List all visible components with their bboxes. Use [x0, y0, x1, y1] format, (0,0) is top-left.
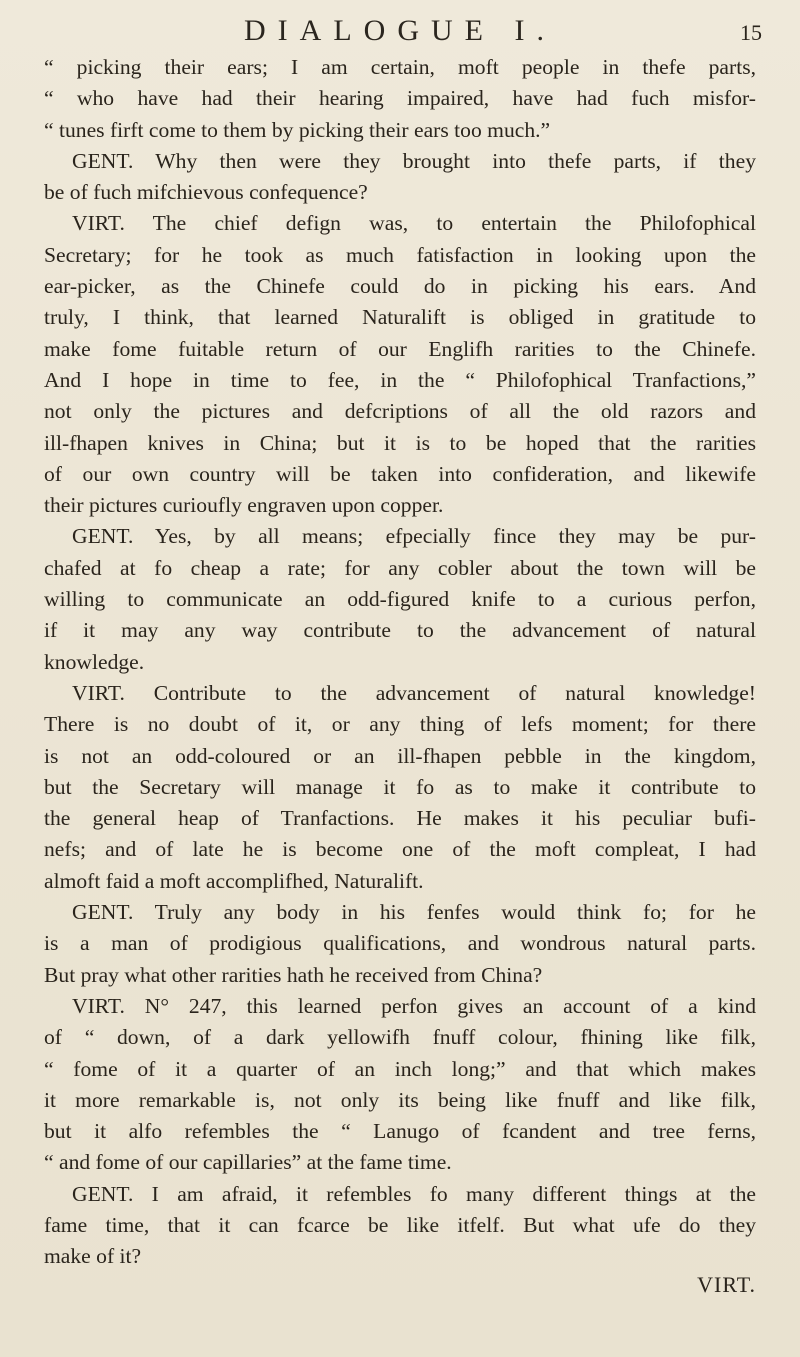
text-line: ear-picker, as the Chinefe could do in picking his ears. And: [44, 274, 756, 299]
text-line: “ tunes firft come to them by picking their ears too much.”: [44, 117, 551, 142]
page-number: 15: [740, 20, 762, 45]
text-line: of “ down, of a dark yellowifh fnuff colour, fhining like filk,: [44, 1025, 756, 1050]
text-line: GENT. Why then were they brought into thefe parts, if they: [72, 148, 756, 173]
text-line: There is no doubt of it, or any thing of lefs moment; for there: [44, 712, 756, 737]
text-line: fame time, that it can fcarce be like itfelf. But what ufe do they: [44, 1212, 756, 1237]
text-line: “ who have had their hearing impaired, have had fuch misfor-: [44, 86, 756, 111]
text-line: willing to communicate an odd-figured knife to a curious perfon,: [44, 587, 756, 612]
text-line: is a man of prodigious qualifications, and wondrous natural parts.: [44, 931, 756, 956]
catchword: VIRT.: [697, 1272, 756, 1297]
text-line: it more remarkable is, not only its being like fnuff and like filk,: [44, 1087, 756, 1112]
text-line: is not an odd-coloured or an ill-fhapen pebble in the kingdom,: [44, 743, 756, 768]
text-line: VIRT. The chief defign was, to entertain the Philofophical: [72, 211, 756, 236]
text-line: And I hope in time to fee, in the “ Philofophical Tranfactions,”: [44, 367, 756, 392]
text-line: ill-fhapen knives in China; but it is to be hoped that the rarities: [44, 430, 756, 455]
text-line: VIRT. N° 247, this learned perfon gives an account of a kind: [72, 993, 756, 1018]
running-title: DIALOGUE I.: [244, 14, 556, 47]
text-line: but it alfo refembles the “ Lanugo of fcandent and tree ferns,: [44, 1119, 756, 1144]
text-line: make of it?: [44, 1244, 142, 1269]
text-line: be of fuch mifchievous confequence?: [44, 180, 368, 205]
text-line: almoft faid a moft accomplifhed, Naturalift.: [44, 868, 424, 893]
text-line: VIRT. Contribute to the advancement of natural knowledge!: [72, 680, 756, 705]
text-line: if it may any way contribute to the advancement of natural: [44, 618, 756, 643]
text-line: nefs; and of late he is become one of the moft compleat, I had: [44, 837, 756, 862]
text-line: GENT. Truly any body in his fenfes would think fo; for he: [72, 900, 756, 925]
text-line: make fome fuitable return of our Englifh rarities to the Chinefe.: [44, 336, 756, 361]
text-line: their pictures curioufly engraven upon copper.: [44, 493, 444, 518]
text-line: GENT. Yes, by all means; efpecially fince they may be pur-: [72, 524, 756, 549]
text-line: “ picking their ears; I am certain, moft people in thefe parts,: [44, 55, 756, 79]
text-line: of our own country will be taken into confideration, and likewife: [44, 461, 756, 486]
running-head: [0, 12, 800, 52]
text-line: But pray what other rarities hath he received from China?: [44, 962, 543, 987]
text-line: chafed at fo cheap a rate; for any cobler about the town will be: [44, 555, 756, 580]
text-line: not only the pictures and defcriptions of all the old razors and: [44, 399, 756, 424]
text-line: but the Secretary will manage it fo as to make it contribute to: [44, 774, 756, 799]
text-line: the general heap of Tranfactions. He makes it his peculiar bufi-: [44, 806, 756, 831]
text-line: “ and fome of our capillaries” at the fame time.: [44, 1150, 452, 1175]
text-line: knowledge.: [44, 649, 145, 674]
text-line: GENT. I am afraid, it refembles fo many different things at the: [72, 1181, 756, 1206]
text-line: Secretary; for he took as much fatisfaction in looking upon the: [44, 242, 756, 267]
text-line: truly, I think, that learned Naturalift is obliged in gratitude to: [44, 305, 756, 330]
body-text: [44, 52, 756, 1273]
text-line: “ fome of it a quarter of an inch long;” and that which makes: [44, 1056, 756, 1081]
